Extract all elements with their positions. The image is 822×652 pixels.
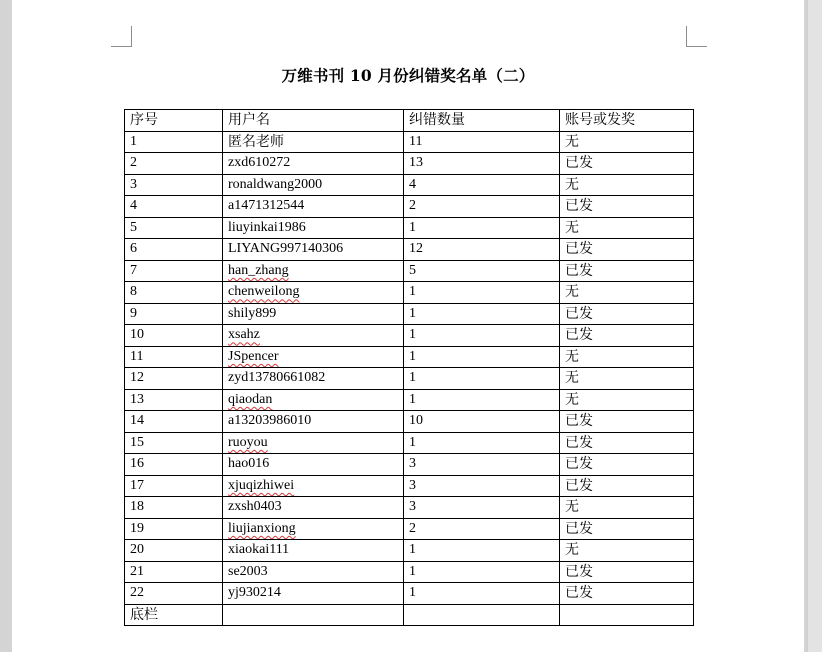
award-table [124, 109, 694, 626]
table-row [125, 260, 694, 282]
cell-number: 2 [125, 153, 223, 175]
vertical-scrollbar[interactable] [807, 0, 822, 652]
table-row [125, 454, 694, 476]
cell-status: 已发 [560, 411, 694, 433]
cell-username [223, 325, 404, 347]
table-header-row [125, 110, 694, 132]
cell-number: 19 [125, 518, 223, 540]
cell-username [223, 346, 404, 368]
margin-corner-top-right [686, 26, 707, 47]
cell-status: 无 [560, 368, 694, 390]
spellcheck-flagged-text: xjuqizhiwei [228, 477, 295, 493]
spellcheck-flagged-text: ruoyou [228, 434, 268, 450]
cell-username [223, 260, 404, 282]
cell-status: 已发 [560, 454, 694, 476]
cell-username: ronaldwang2000 [223, 174, 404, 196]
cell-username [223, 518, 404, 540]
table-row [125, 346, 694, 368]
cell-number: 底栏 [125, 604, 223, 626]
cell-count: 1 [404, 432, 560, 454]
cell-count: 1 [404, 389, 560, 411]
cell-number: 17 [125, 475, 223, 497]
cell-count: 2 [404, 196, 560, 218]
cell-count: 3 [404, 497, 560, 519]
cell-count: 11 [404, 131, 560, 153]
table-row [125, 497, 694, 519]
cell-count: 1 [404, 217, 560, 239]
column-header-count: 纠错数量 [404, 110, 560, 132]
cell-count: 2 [404, 518, 560, 540]
cell-number: 9 [125, 303, 223, 325]
cell-status: 已发 [560, 475, 694, 497]
cell-number: 20 [125, 540, 223, 562]
cell-count: 1 [404, 368, 560, 390]
cell-number: 22 [125, 583, 223, 605]
table-row [125, 475, 694, 497]
cell-count [404, 604, 560, 626]
cell-status: 已发 [560, 239, 694, 261]
cell-username: zxd610272 [223, 153, 404, 175]
cell-status: 无 [560, 282, 694, 304]
table-row [125, 196, 694, 218]
column-header-username: 用户名 [223, 110, 404, 132]
cell-username [223, 282, 404, 304]
cell-status [560, 604, 694, 626]
cell-username: a1471312544 [223, 196, 404, 218]
cell-number: 11 [125, 346, 223, 368]
cell-status: 已发 [560, 153, 694, 175]
cell-username: 匿名老师 [223, 131, 404, 153]
cell-number: 6 [125, 239, 223, 261]
table-row [125, 239, 694, 261]
cell-username: LIYANG997140306 [223, 239, 404, 261]
table-row [125, 604, 694, 626]
cell-username [223, 389, 404, 411]
cell-count: 1 [404, 282, 560, 304]
spellcheck-flagged-text: xsahz [228, 327, 260, 343]
cell-username [223, 475, 404, 497]
cell-number: 5 [125, 217, 223, 239]
cell-number: 7 [125, 260, 223, 282]
cell-status: 已发 [560, 561, 694, 583]
cell-username: yj930214 [223, 583, 404, 605]
cell-number: 15 [125, 432, 223, 454]
cell-username: liuyinkai1986 [223, 217, 404, 239]
cell-count: 3 [404, 475, 560, 497]
cell-status: 已发 [560, 303, 694, 325]
cell-status: 无 [560, 389, 694, 411]
table-row [125, 583, 694, 605]
cell-username [223, 604, 404, 626]
cell-count: 1 [404, 583, 560, 605]
spellcheck-flagged-text: chenweilong [228, 284, 300, 300]
column-header-number: 序号 [125, 110, 223, 132]
cell-number: 14 [125, 411, 223, 433]
cell-username: xiaokai111 [223, 540, 404, 562]
cell-number: 1 [125, 131, 223, 153]
cell-status: 无 [560, 346, 694, 368]
cell-status: 无 [560, 217, 694, 239]
spellcheck-flagged-text: liujianxiong [228, 520, 296, 536]
cell-count: 12 [404, 239, 560, 261]
cell-status: 已发 [560, 432, 694, 454]
cell-status: 已发 [560, 196, 694, 218]
cell-status: 已发 [560, 583, 694, 605]
cell-count: 1 [404, 346, 560, 368]
cell-status: 无 [560, 497, 694, 519]
cell-number: 21 [125, 561, 223, 583]
table-row [125, 131, 694, 153]
table-row [125, 411, 694, 433]
spellcheck-flagged-text: han_zhang [228, 262, 289, 278]
table-row [125, 282, 694, 304]
spellcheck-flagged-text: qiaodan [228, 391, 273, 407]
document-page [12, 0, 804, 652]
margin-corner-top-left [111, 26, 132, 47]
table-row [125, 174, 694, 196]
cell-number: 13 [125, 389, 223, 411]
table-row [125, 325, 694, 347]
cell-username: a13203986010 [223, 411, 404, 433]
table-row [125, 432, 694, 454]
table-row [125, 389, 694, 411]
cell-status: 已发 [560, 518, 694, 540]
cell-username: zyd13780661082 [223, 368, 404, 390]
document-title: 万维书刊 10 月份纠错奖名单（二） [281, 66, 535, 85]
cell-username [223, 432, 404, 454]
table-row [125, 217, 694, 239]
cell-status: 无 [560, 174, 694, 196]
cell-count: 1 [404, 325, 560, 347]
cell-count: 1 [404, 561, 560, 583]
cell-status: 已发 [560, 325, 694, 347]
table-row [125, 540, 694, 562]
cell-number: 12 [125, 368, 223, 390]
table-row [125, 561, 694, 583]
cell-number: 16 [125, 454, 223, 476]
cell-status: 无 [560, 131, 694, 153]
cell-number: 4 [125, 196, 223, 218]
cell-count: 1 [404, 540, 560, 562]
cell-username: zxsh0403 [223, 497, 404, 519]
cell-username: shily899 [223, 303, 404, 325]
cell-count: 3 [404, 454, 560, 476]
table-row [125, 518, 694, 540]
cell-number: 8 [125, 282, 223, 304]
cell-count: 1 [404, 303, 560, 325]
cell-count: 10 [404, 411, 560, 433]
table-row [125, 153, 694, 175]
table-row [125, 368, 694, 390]
cell-number: 10 [125, 325, 223, 347]
cell-status: 无 [560, 540, 694, 562]
table-row [125, 303, 694, 325]
cell-status: 已发 [560, 260, 694, 282]
cell-number: 3 [125, 174, 223, 196]
cell-username: hao016 [223, 454, 404, 476]
cell-count: 13 [404, 153, 560, 175]
cell-count: 5 [404, 260, 560, 282]
cell-count: 4 [404, 174, 560, 196]
column-header-status: 账号或发奖 [560, 110, 694, 132]
cell-username: se2003 [223, 561, 404, 583]
spellcheck-flagged-text: JSpencer [228, 348, 279, 364]
cell-number: 18 [125, 497, 223, 519]
